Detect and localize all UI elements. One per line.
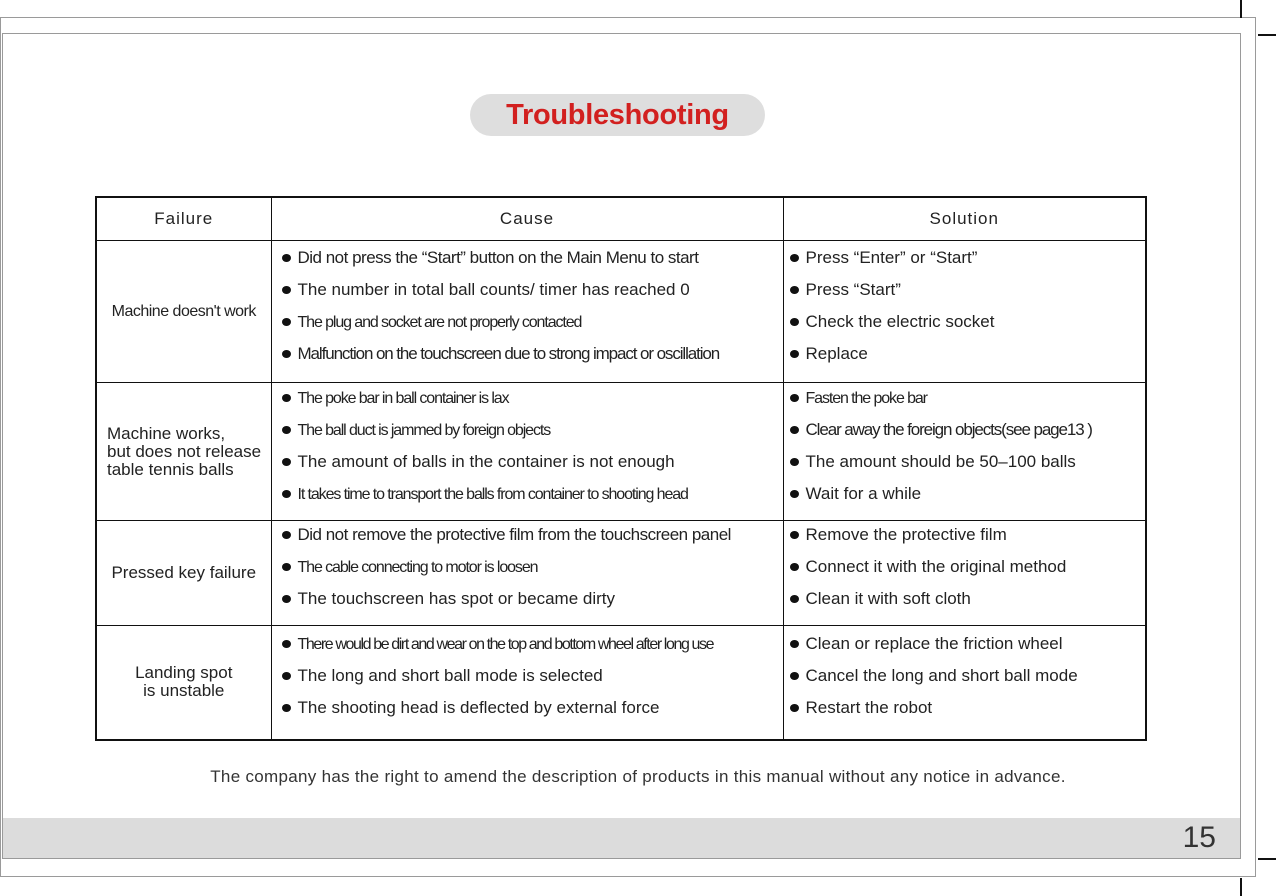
header-failure: Failure	[96, 197, 271, 241]
bullet-icon	[282, 318, 291, 326]
cause-item: Malfunction on the touchscreen due to strong impact or oscillation	[282, 344, 783, 376]
failure-text: Machine doesn't work	[111, 302, 256, 320]
solution-item: Wait for a while	[790, 484, 1146, 516]
cause-item: The plug and socket are not properly contacted	[282, 312, 783, 344]
failure-cell	[96, 521, 271, 626]
solution-item: The amount should be 50–100 balls	[790, 452, 1146, 484]
bullet-icon	[790, 490, 799, 498]
cause-item: The long and short ball mode is selected	[282, 666, 783, 698]
failure-cell	[96, 626, 271, 740]
crop-mark-bottom-right	[1258, 858, 1276, 860]
footer-band	[3, 818, 1240, 858]
failure-text-line: Landing spot	[135, 663, 233, 683]
bullet-icon	[790, 640, 799, 648]
cause-item: The number in total ball counts/ timer has reached 0	[282, 280, 783, 312]
solution-cell	[783, 241, 1146, 383]
table-row	[96, 383, 1146, 521]
cause-item: Did not remove the protective film from the touchscreen panel	[282, 525, 783, 557]
cause-cell	[271, 521, 783, 626]
header-cause: Cause	[271, 197, 783, 241]
crop-mark-bottom	[1240, 878, 1242, 896]
solution-item: Connect it with the original method	[790, 557, 1146, 589]
failure-text: Pressed key failure	[111, 563, 257, 582]
bullet-icon	[282, 254, 291, 262]
cause-item: The cable connecting to motor is loosen	[282, 557, 783, 589]
cause-item: There would be dirt and wear on the top and bottom wheel after long use	[282, 634, 783, 666]
bullet-icon	[790, 394, 799, 402]
bullet-icon	[282, 490, 291, 498]
bullet-icon	[790, 704, 799, 712]
cause-item: The touchscreen has spot or became dirty	[282, 589, 783, 621]
bullet-icon	[282, 704, 291, 712]
table-row	[96, 241, 1146, 383]
disclaimer-text: The company has the right to amend the description of products in this manual without any notice in advance.	[210, 767, 1066, 786]
bullet-icon	[282, 640, 291, 648]
failure-cell	[96, 241, 271, 383]
cause-item: The shooting head is deflected by external force	[282, 698, 783, 730]
solution-item: Check the electric socket	[790, 312, 1146, 344]
solution-item: Fasten the poke bar	[790, 388, 1146, 420]
failure-text-line: is unstable	[143, 681, 225, 701]
failure-cell	[96, 383, 271, 521]
page-title: Troubleshooting	[506, 98, 729, 131]
table-header-row	[96, 197, 1146, 241]
bullet-icon	[790, 286, 799, 294]
failure-text-line: but does not release	[107, 441, 262, 461]
bullet-icon	[790, 672, 799, 680]
solution-item: Press “Start”	[790, 280, 1146, 312]
page-number: 15	[1182, 821, 1216, 854]
bullet-icon	[790, 563, 799, 571]
troubleshooting-table	[95, 196, 1147, 741]
solution-item: Clean or replace the friction wheel	[790, 634, 1146, 666]
solution-cell	[783, 383, 1146, 521]
cause-item: The poke bar in ball container is lax	[282, 388, 783, 420]
bullet-icon	[790, 350, 799, 358]
header-solution: Solution	[783, 197, 1146, 241]
table-row	[96, 626, 1146, 740]
bullet-icon	[282, 394, 291, 402]
cause-cell	[271, 241, 783, 383]
solution-cell	[783, 626, 1146, 740]
failure-text-line: Machine works,	[107, 423, 226, 443]
bullet-icon	[282, 350, 291, 358]
bullet-icon	[282, 563, 291, 571]
bullet-icon	[790, 426, 799, 434]
bullet-icon	[790, 318, 799, 326]
solution-item: Clean it with soft cloth	[790, 589, 1146, 621]
solution-cell	[783, 521, 1146, 626]
cause-item: It takes time to transport the balls from container to shooting head	[282, 484, 783, 516]
cause-cell	[271, 626, 783, 740]
crop-mark-top	[1240, 0, 1242, 18]
cause-item: The ball duct is jammed by foreign objects	[282, 420, 783, 452]
cause-item: Did not press the “Start” button on the Main Menu to start	[282, 248, 783, 280]
bullet-icon	[790, 458, 799, 466]
crop-mark-top-right	[1258, 34, 1276, 36]
bullet-icon	[790, 531, 799, 539]
bullet-icon	[282, 426, 291, 434]
cause-item: The amount of balls in the container is not enough	[282, 452, 783, 484]
bullet-icon	[282, 458, 291, 466]
title-pill	[470, 94, 765, 136]
solution-item: Press “Enter” or “Start”	[790, 248, 1146, 280]
bullet-icon	[282, 531, 291, 539]
solution-item: Replace	[790, 344, 1146, 376]
bullet-icon	[790, 254, 799, 262]
bullet-icon	[282, 672, 291, 680]
solution-item: Clear away the foreign objects(see page13 )	[790, 420, 1146, 452]
cause-cell	[271, 383, 783, 521]
bullet-icon	[282, 286, 291, 294]
table-row	[96, 521, 1146, 626]
bullet-icon	[790, 595, 799, 603]
solution-item: Restart the robot	[790, 698, 1146, 730]
bullet-icon	[282, 595, 291, 603]
failure-text-line: table tennis balls	[107, 459, 234, 479]
solution-item: Cancel the long and short ball mode	[790, 666, 1146, 698]
solution-item: Remove the protective film	[790, 525, 1146, 557]
